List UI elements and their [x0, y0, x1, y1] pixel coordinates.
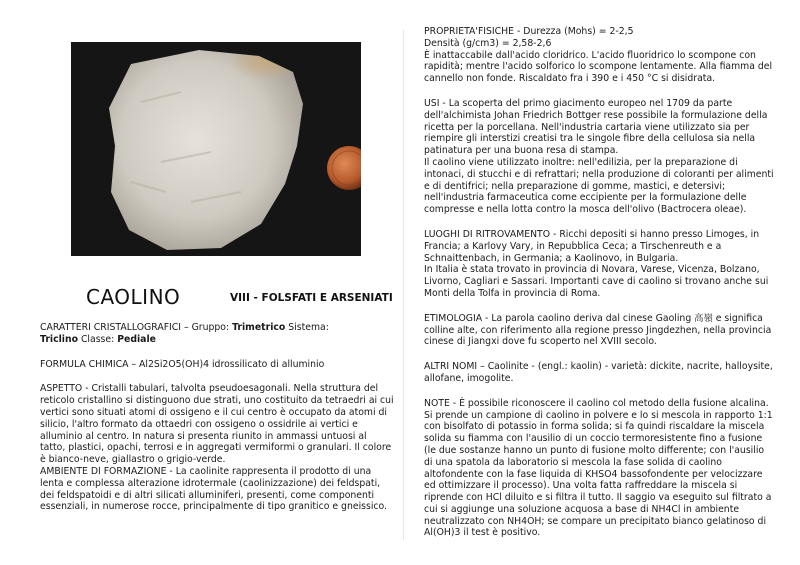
locations-paragraph-2: In Italia è stata trovato in provincia di Novara, Varese, Vicenza, Bolzano, Livorno, Cagliari e Sassari. Importanti cave di caolino si trovano anche sui Monti della Tolfa in provincia di Roma. — [424, 264, 769, 299]
formula-section: FORMULA CHIMICA – Al2Si2O5(OH)4 idrossilicato di alluminio — [40, 358, 325, 370]
column-divider — [403, 30, 404, 540]
properties-text: È inattaccabile dall'acido cloridrico. L'acido fluoridrico lo scompone con rapidità; mentre l'acido solforico lo scompone lentamente. Alla fiamma del cannello non fonde. Riscaldato fra i 390 e i 450 °C si disidrata. — [424, 49, 773, 85]
crystal-section — [40, 322, 394, 346]
ambiente-section: AMBIENTE DI FORMAZIONE - La caolinite rappresenta il prodotto di una lenta e complessa alterazione idrotermale (caolinizzazione) dei feldspati, dei feldspatoidi e di altri silicati alluminiferi, presenti, come componenti essenziali, in numerose rocce, principalmente di tipo granitico e gneissico. — [40, 465, 388, 513]
crystal-system: Triclino — [40, 333, 78, 345]
aspetto-section: ASPETTO - Cristalli tabulari, talvolta pseudoesagonali. Nella struttura del reticolo cristallino si distinguono due strati, uno costituito da tetraedri ai cui vertici sono situati atomi di ossigeno e il cui centro è occupato da atomi di silicio, l'altro formato da ottaedri con ossigeno o ossidrile ai vertici e alluminio al centro. In natura si presenta riunito in ammassi untuosi al tatto, plastici, opachi, terrosi e in aggregati vermiformi o granulari. Il colore è bianco-neve, giallastro o grigio-verde. — [40, 383, 394, 466]
mineral-title: CAOLINO — [86, 285, 181, 309]
locations-paragraph-1: LUOGHI DI RITROVAMENTO - Ricchi depositi si hanno presso Limoges, in Francia; a Karlovy Vary, in Repubblica Ceca; a Tirschenreuth e a Schnaittenbach, in Germania; a Kaolinovo, in Bulgaria. — [424, 228, 760, 264]
left-column — [40, 322, 394, 513]
properties-section — [424, 26, 774, 85]
notes-section: NOTE - È possibile riconoscere il caolino col metodo della fusione alcalina. Si prende un campione di caolino in polvere e lo si mescola in rapporto 1:1 con bisolfato di potassio in forma solida; si fa quindi riscaldare la miscela solida su fiamma con l'ausilio di un coccio termoresistente fino a fusione (le due sostanze hanno un punto di fusione molto differente; con l'ausilio di una spatola da laboratorio si mescola la fase solida di caolino altofondente con la fase liquida di KHSO4 bassofondente per velocizzare ed ottimizzare il processo). Una volta fatta raffreddare la miscela si riprende con HCl diluito e si filtra il tutto. Il saggio va eseguito sul filtrato a cui si aggiunge una soluzione acquosa a base di NH4Cl in ambiente neutralizzato con NH4OH; se compare un precipitato bianco gelatinoso di Al(OH)3 il test è positivo. — [424, 397, 773, 539]
other-names-section: ALTRI NOMI – Caolinite - (engl.: kaolin) - varietà: dickite, nacrite, halloysite, allofane, imogolite. — [424, 361, 773, 384]
crystal-system-label: Sistema: — [285, 322, 329, 333]
crystal-class-label: Classe: — [77, 333, 118, 345]
crystal-group: Trimetrico — [232, 322, 286, 333]
uses-section — [424, 98, 774, 216]
uses-paragraph-1: USI - La scoperta del primo giacimento europeo nel 1709 da parte dell'alchimista Johan Friedrich Bottger rese possibile la formulazione della ricetta per la porcellana. Nell'industria cartaria viene utilizzato sia per riempire gli interstizi creatisi tra le singole fibre della cellulosa sia nella patinatura per una buona resa di stampa. — [424, 97, 768, 157]
properties-hardness: PROPRIETA'FISICHE - Durezza (Mohs) = 2-2,5 — [424, 26, 634, 37]
crystal-label: CARATTERI CRISTALLOGRAFICI – Gruppo: — [40, 322, 233, 333]
mineral-photo — [71, 42, 361, 256]
locations-section — [424, 229, 774, 300]
properties-density: Densità (g/cm3) = 2,58-2,6 — [424, 37, 552, 49]
right-column — [424, 26, 774, 539]
mineral-category: VIII - FOLSFATI E ARSENIATI — [230, 292, 393, 304]
kaolin-specimen-image — [71, 42, 361, 256]
etymology-section: ETIMOLOGIA - La parola caolino deriva dal cinese Gaoling 高嶺 e significa colline alte, con riferimento alla regione presso Jingdezhen, nella provincia cinese di Jiangxi dove fu scoperto nel XVIII secolo. — [424, 312, 772, 348]
uses-paragraph-2: Il caolino viene utilizzato inoltre: nell'edilizia, per la preparazione di intonaci, di stucchi e di refrattari; nella produzione di coloranti per alimenti e di dentifrici; nella preparazione di gomme, mastici, e detersivi; nell'industria farmaceutica come eccipiente per la formulazione delle compresse e nella lotta contro la mosca dell'olivo (Bactrocera oleae). — [424, 156, 774, 216]
crystal-class: Pediale — [117, 333, 156, 345]
